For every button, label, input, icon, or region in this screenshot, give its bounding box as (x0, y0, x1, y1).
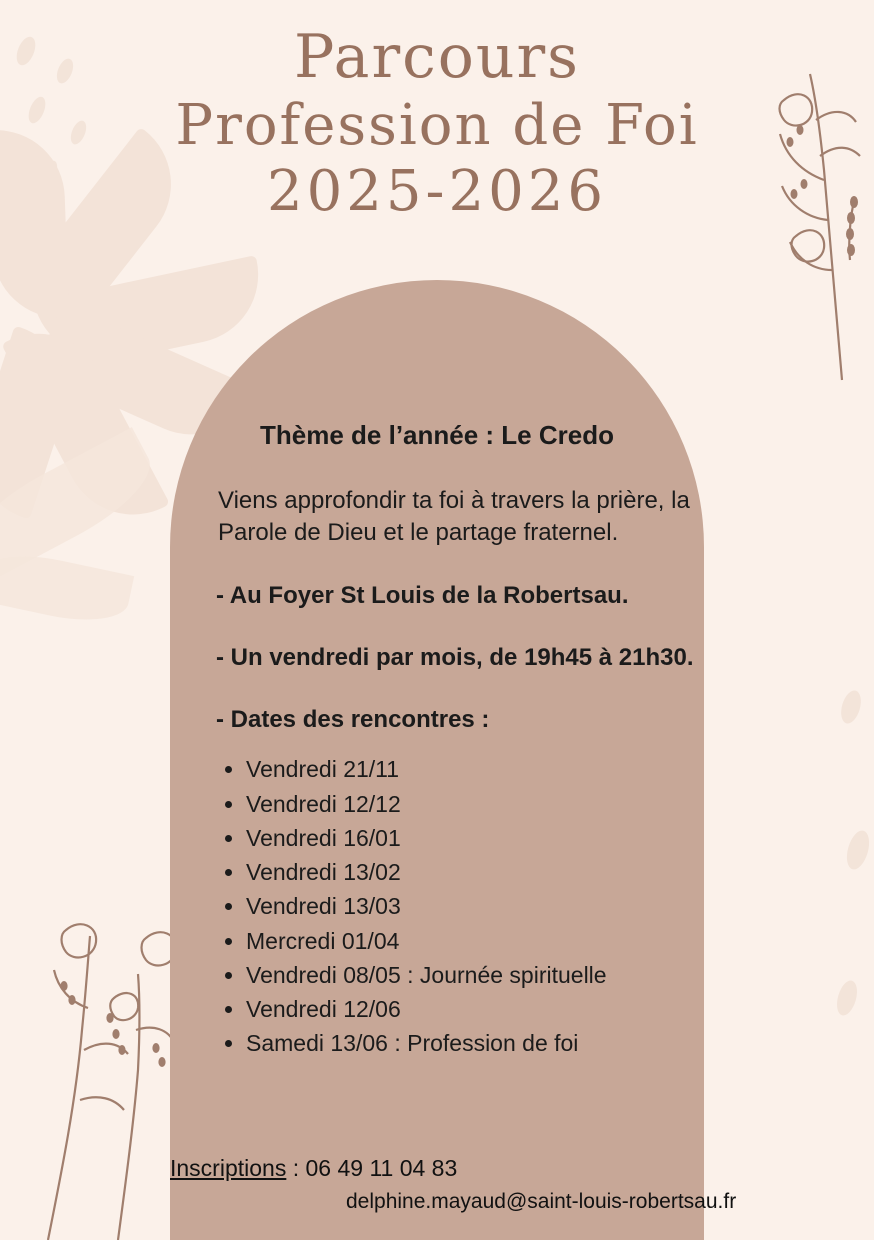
list-item: • Vendredi 21/11 (246, 752, 704, 786)
list-item: • Vendredi 12/06 (246, 992, 704, 1026)
list-item: • Vendredi 12/12 (246, 787, 704, 821)
list-item: • Samedi 13/06 : Profession de foi (246, 1026, 704, 1060)
dates-list (170, 752, 704, 1060)
list-item: • Vendredi 16/01 (246, 821, 704, 855)
poster-title (0, 22, 874, 225)
leaf-decor (0, 545, 134, 631)
dates-heading: - Dates des rencontres : (216, 706, 490, 734)
list-item: • Vendredi 13/03 (246, 889, 704, 923)
title-line-3: 2025-2026 (267, 158, 607, 224)
list-item: • Vendredi 13/02 (246, 855, 704, 889)
title-line-1: Parcours (294, 22, 580, 92)
list-item: • Mercredi 01/04 (246, 924, 704, 958)
intro-text: Viens approfondir ta foi à travers la prière, la Parole de Dieu et le partage fraternel. (218, 487, 690, 546)
theme-heading: Thème de l’année : Le Credo (260, 420, 614, 450)
location-line: - Au Foyer St Louis de la Robertsau. (216, 582, 629, 610)
poster-body (170, 420, 704, 1061)
dot-decor (843, 828, 873, 872)
list-item: • Vendredi 08/05 : Journée spirituelle (246, 958, 704, 992)
inscriptions-phone: : 06 49 11 04 83 (292, 1155, 458, 1181)
dot-decor (833, 978, 860, 1018)
schedule-line: - Un vendredi par mois, de 19h45 à 21h30. (216, 644, 694, 672)
contact-block (170, 1155, 810, 1214)
title-line-2: Profession de Foi (175, 92, 699, 158)
inscriptions-email: delphine.mayaud@saint-louis-robertsau.fr (346, 1190, 737, 1213)
dot-decor (838, 688, 865, 726)
inscriptions-label: Inscriptions (170, 1155, 287, 1181)
